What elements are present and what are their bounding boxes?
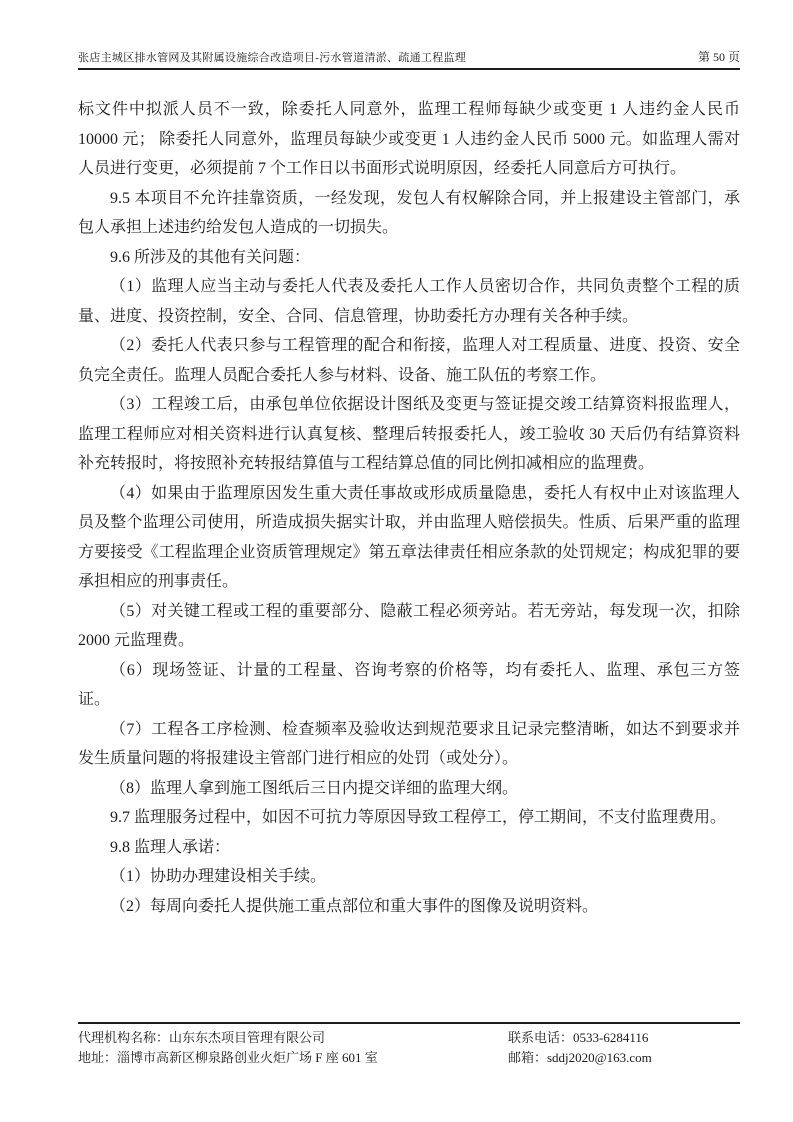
paragraph-item-4: （4）如果由于监理原因发生重大责任事故或形成质量隐患，委托人有权中止对该监理人员及整个监理公司使用，所造成损失据实计取，并由监理人赔偿损失。性质、后果严重的监理方要接受《工程监理企业资质管理规定》第五章法律责任相应条款的处罚规定；构成犯罪的要承担相应的刑事责任。: [78, 484, 740, 590]
paragraph-item-6: （6）现场签证、计量的工程量、咨询考察的价格等，均有委托人、监理、承包三方签证。: [78, 661, 740, 708]
footer-address: 地址：淄博市高新区柳泉路创业火炬广场 F 座 601 室: [78, 1050, 378, 1065]
paragraph-promise-2: （2）每周向委托人提供施工重点部位和重大事件的图像及说明资料。: [110, 897, 599, 915]
page-footer: [78, 1022, 740, 1068]
paragraph-item-8: （8）监理人拿到施工图纸后三日内提交详细的监理大纲。: [110, 779, 519, 797]
paragraph-item-5: （5）对关键工程或工程的重要部分、隐蔽工程必须旁站。若无旁站，每发现一次，扣除 2000 元监理费。: [78, 602, 740, 649]
paragraph-item-1: （1）监理人应当主动与委托人代表及委托人工作人员密切合作，共同负责整个工程的质量、进度、投资控制，安全、合同、信息管理，协助委托方办理有关各种手续。: [78, 278, 740, 325]
document-body: [78, 95, 740, 921]
paragraph-9-6: 9.6 所涉及的其他有关问题：: [110, 248, 311, 266]
footer-agency-name: 代理机构名称：山东东杰项目管理有限公司: [78, 1030, 326, 1045]
paragraph-item-7: （7）工程各工序检测、检查频率及验收达到规范要求且记录完整清晰，如达不到要求并发生质量问题的将报建设主管部门进行相应的处罚（或处分）。: [78, 720, 740, 767]
footer-email: 邮箱：sddj2020@163.com: [508, 1050, 652, 1065]
footer-agency-block: [78, 1028, 508, 1068]
paragraph-item-3: （3）工程竣工后，由承包单位依据设计图纸及变更与签证提交竣工结算资料报监理人，监理工程师应对相关资料进行认真复核、整理后转报委托人，竣工验收 30 天后仍有结算资料补充转报时，将按照补充转报结算值与工程结算总值的同比例扣减相应的监理费。: [78, 396, 740, 472]
document-title: 张店主城区排水管网及其附属设施综合改造项目-污水管道清淤、疏通工程监理: [78, 52, 467, 64]
footer-phone: 联系电话：0533-6284116: [508, 1030, 649, 1045]
page-header: [78, 48, 740, 70]
paragraph-9-8: 9.8 监理人承诺：: [110, 838, 231, 856]
page-number: 第 50 页: [697, 50, 740, 64]
paragraph-9-5: 9.5 本项目不允许挂靠资质，一经发现，发包人有权解除合同，并上报建设主管部门，承包人承担上述违约给发包人造成的一切损失。: [78, 189, 740, 236]
paragraph-item-2: （2）委托人代表只参与工程管理的配合和衔接，监理人对工程质量、进度、投资、安全负完全责任。监理人员配合委托人参与材料、设备、施工队伍的考察工作。: [78, 337, 740, 384]
footer-contact-block: [508, 1028, 740, 1068]
paragraph-continuation: 标文件中拟派人员不一致，除委托人同意外，监理工程师每缺少或变更 1 人违约金人民币 10000 元； 除委托人同意外，监理员每缺少或变更 1 人违约金人民币 5000 元。如监理人需对人员进行变更，必须提前 7 个工作日以书面形式说明原因，经委托人同意后方可执行。: [78, 101, 740, 177]
paragraph-9-7: 9.7 监理服务过程中，如因不可抗力等原因导致工程停工，停工期间，不支付监理费用。: [110, 809, 727, 826]
paragraph-promise-1: （1）协助办理建设相关手续。: [110, 868, 327, 885]
